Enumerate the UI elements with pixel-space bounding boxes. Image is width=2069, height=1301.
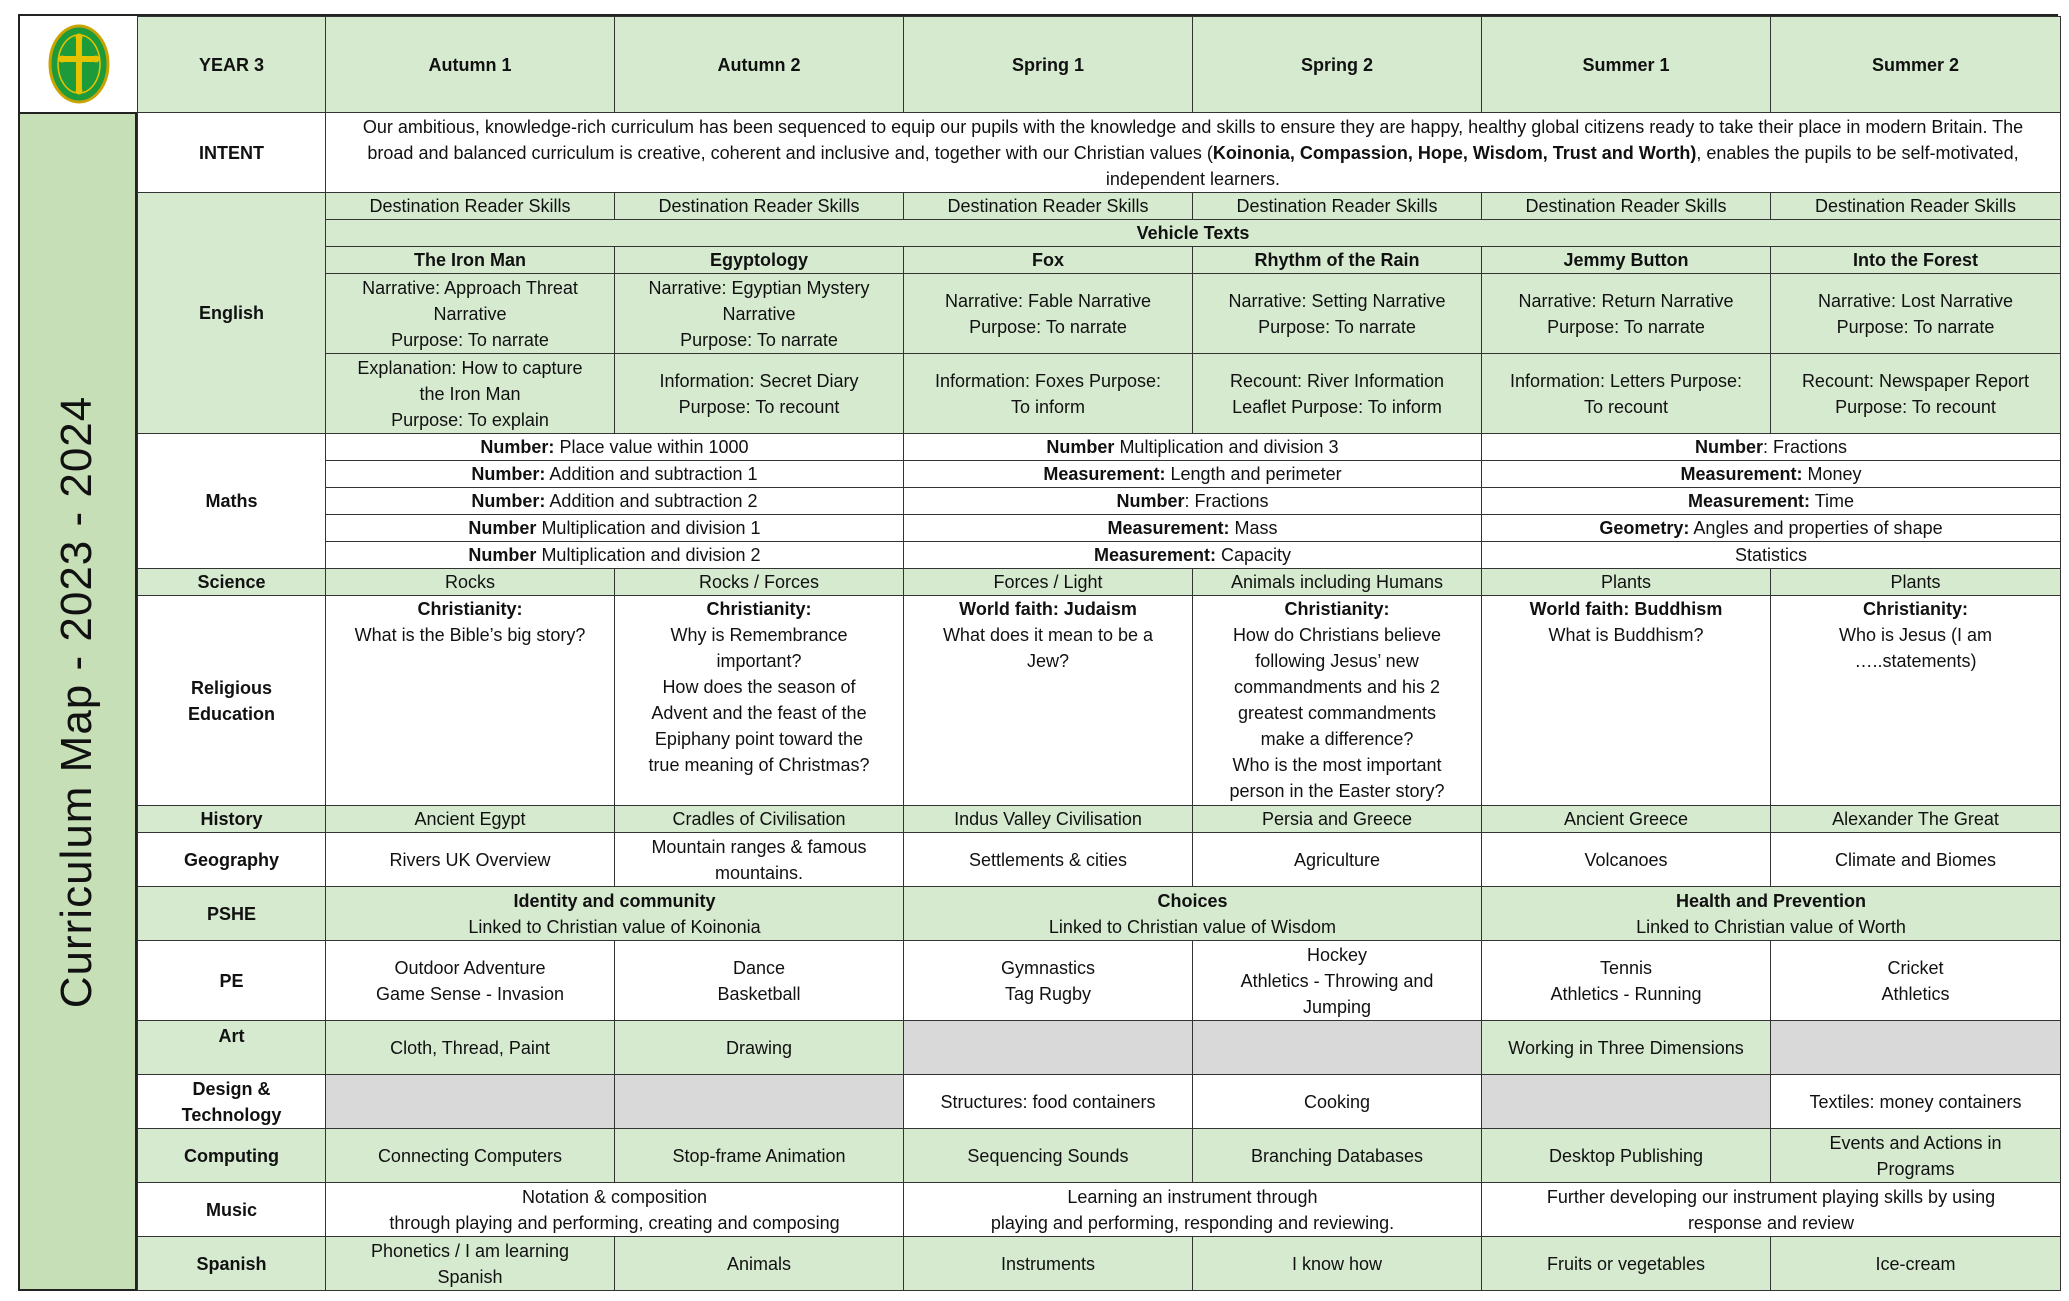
dt-cell: Cooking [1193, 1075, 1482, 1129]
music-row [138, 1183, 2061, 1237]
re-cell [1482, 596, 1771, 806]
cell-line: Leaflet Purpose: To inform [1232, 396, 1442, 417]
art-cell-empty [1193, 1021, 1482, 1075]
maths-topic: : Fractions [1762, 437, 1848, 457]
cell-line: Settlements & cities [968, 849, 1128, 870]
cell-line: Purpose: To narrate [1836, 316, 1995, 337]
re-cell [326, 596, 615, 806]
maths-strand: Measurement: [1043, 464, 1166, 484]
cell-line: Branching Databases [1250, 1145, 1424, 1166]
cell-line: Linked to Christian value of Koinonia [468, 916, 761, 937]
narrative-cell [1482, 274, 1771, 354]
maths-topic: Multiplication and division 1 [536, 518, 761, 538]
cell-line: How does the season of [662, 677, 856, 697]
cell-line: playing and performing, responding and reviewing. [990, 1212, 1395, 1233]
maths-cell [1482, 488, 2061, 515]
vehicle-texts-label: Vehicle Texts [326, 220, 2061, 247]
cell-line: Instruments [1000, 1253, 1096, 1274]
nonfiction-cell [1482, 354, 1771, 434]
nonfiction-cell [904, 354, 1193, 434]
pe-row [138, 941, 2061, 1021]
cell-line: Information: Letters Purpose: [1509, 370, 1743, 391]
re-heading: Christianity: [1862, 599, 1968, 619]
computing-cell [1771, 1129, 2061, 1183]
spanish-row [138, 1237, 2061, 1291]
reader-skills-cell: Destination Reader Skills [904, 193, 1193, 220]
maths-strand: Number: [471, 464, 546, 484]
pe-cell [1771, 941, 2061, 1021]
maths-strand: Measurement: [1687, 491, 1811, 511]
narrative-cell [904, 274, 1193, 354]
cell-line: Narrative: Lost Narrative [1817, 290, 2014, 311]
maths-strand: Measurement: [1107, 518, 1230, 538]
cell-line: Who is Jesus (I am [1838, 625, 1993, 645]
pshe-row [138, 887, 2061, 941]
maths-topic: Time [1810, 491, 1855, 511]
maths-row [138, 542, 2061, 569]
music-cell [1482, 1183, 2061, 1237]
maths-cell [326, 515, 904, 542]
term-summer-2: Summer 2 [1771, 17, 2061, 113]
cell-line: following Jesus’ new [1255, 651, 1419, 671]
maths-topic: Addition and subtraction 2 [545, 491, 758, 511]
maths-topic: Addition and subtraction 1 [545, 464, 758, 484]
cell-line: Explanation: How to capture [357, 357, 583, 378]
english-label: English [138, 193, 326, 434]
dt-cell: Textiles: money containers [1771, 1075, 2061, 1129]
re-cell [1193, 596, 1482, 806]
cell-line: Phonetics / I am learning [370, 1240, 570, 1261]
re-label-line: Religious [190, 677, 272, 698]
cell-line: Linked to Christian value of Wisdom [1048, 916, 1337, 937]
cell-line: …..statements) [1854, 651, 1977, 671]
cell-line: Narrative [433, 303, 507, 324]
cell-line: greatest commandments [1237, 703, 1437, 723]
maths-strand: Number: [480, 437, 555, 457]
pshe-heading: Health and Prevention [1675, 890, 1867, 911]
history-cell: Ancient Greece [1482, 806, 1771, 833]
term-autumn-2: Autumn 2 [615, 17, 904, 113]
re-label [138, 596, 326, 806]
cell-line: Ice-cream [1875, 1253, 1956, 1274]
cell-line: important? [716, 651, 802, 671]
maths-strand: Measurement: [1680, 464, 1803, 484]
term-summer-1: Summer 1 [1482, 17, 1771, 113]
cell-line: Narrative: Egyptian Mystery [648, 277, 870, 298]
cell-line: How do Christians believe [1232, 625, 1442, 645]
english-books-row [138, 247, 2061, 274]
cell-line: through playing and performing, creating and composing [389, 1212, 840, 1233]
header-row [138, 17, 2061, 113]
geography-cell [326, 833, 615, 887]
maths-strand: Number [468, 545, 537, 565]
maths-topic: Place value within 1000 [554, 437, 749, 457]
cell-line: What does it mean to be a [942, 625, 1154, 645]
maths-strand: Number [1046, 437, 1115, 457]
pshe-heading: Identity and community [513, 890, 716, 911]
cell-line: Purpose: To explain [391, 409, 549, 430]
cell-line: true meaning of Christmas? [648, 755, 870, 775]
re-row [138, 596, 2061, 806]
re-cell [615, 596, 904, 806]
history-cell: Persia and Greece [1193, 806, 1482, 833]
cell-line: Dance [732, 957, 786, 978]
dt-label-line: Technology [181, 1104, 282, 1125]
book-title: Jemmy Button [1482, 247, 1771, 274]
cell-line: Agriculture [1293, 849, 1381, 870]
dt-row [138, 1075, 2061, 1129]
cell-line: Narrative: Approach Threat [362, 277, 578, 298]
cell-line: Narrative: Return Narrative [1518, 290, 1734, 311]
book-title: Into the Forest [1771, 247, 2061, 274]
spanish-cell [1193, 1237, 1482, 1291]
music-cell [326, 1183, 904, 1237]
computing-cell [1482, 1129, 1771, 1183]
nonfiction-cell [326, 354, 615, 434]
art-cell: Drawing [615, 1021, 904, 1075]
music-cell [904, 1183, 1482, 1237]
cell-line: commandments and his 2 [1233, 677, 1441, 697]
book-title: The Iron Man [326, 247, 615, 274]
cell-line: Advent and the feast of the [651, 703, 867, 723]
science-row [138, 569, 2061, 596]
maths-row [138, 488, 2061, 515]
maths-cell [904, 461, 1482, 488]
science-cell: Rocks / Forces [615, 569, 904, 596]
cell-line: Who is the most important [1232, 755, 1442, 775]
cell-line: Recount: Newspaper Report [1801, 370, 2030, 391]
pe-label: PE [138, 941, 326, 1021]
maths-strand: Geometry: [1599, 518, 1690, 538]
pe-cell [1193, 941, 1482, 1021]
cell-line: make a difference? [1260, 729, 1414, 749]
cell-line: Jumping [1302, 996, 1372, 1017]
spanish-cell [904, 1237, 1193, 1291]
history-row [138, 806, 2061, 833]
computing-cell [904, 1129, 1193, 1183]
cell-line: Purpose: To recount [1835, 396, 1996, 417]
cell-line: Information: Secret Diary [659, 370, 859, 391]
maths-row [138, 434, 2061, 461]
cell-line: To recount [1583, 396, 1669, 417]
cell-line: Game Sense - Invasion [375, 983, 565, 1004]
cell-line: Purpose: To recount [678, 396, 840, 417]
curriculum-table [137, 16, 2061, 1291]
cell-line: Notation & composition [521, 1186, 708, 1207]
year-label: YEAR 3 [138, 17, 326, 113]
maths-cell [326, 542, 904, 569]
maths-strand: Number: [471, 491, 546, 511]
cell-line: person in the Easter story? [1229, 781, 1445, 801]
english-narrative-row [138, 274, 2061, 354]
intent-label: INTENT [138, 113, 326, 193]
narrative-cell [326, 274, 615, 354]
geography-label: Geography [138, 833, 326, 887]
maths-topic: Capacity [1216, 545, 1292, 565]
art-cell: Working in Three Dimensions [1482, 1021, 1771, 1075]
cell-line: To inform [1010, 396, 1086, 417]
geography-cell [1193, 833, 1482, 887]
pshe-heading: Choices [1157, 890, 1228, 911]
science-label: Science [138, 569, 326, 596]
intent-text-start: Our ambitious, knowledge-rich curriculum has been sequenced to equip our pupils with the knowledge and skills to ensure they are happy, healthy global citizens ready to take their place in modern Britain. The broad and balanced curriculum is creative, coherent and inclusive and, together with our Christian values ( [362, 116, 2024, 163]
cell-line: Information: Foxes Purpose: [934, 370, 1162, 391]
cell-line: Athletics - Throwing and [1240, 970, 1434, 991]
maths-strand: Number [1694, 437, 1763, 457]
cell-line: Rivers UK Overview [389, 849, 551, 870]
reader-skills-cell: Destination Reader Skills [1193, 193, 1482, 220]
cell-line: Learning an instrument through [1067, 1186, 1318, 1207]
geography-cell [904, 833, 1193, 887]
narrative-cell [615, 274, 904, 354]
cell-line: Purpose: To narrate [1547, 316, 1705, 337]
cell-line: Athletics - Running [1550, 983, 1702, 1004]
maths-cell [904, 434, 1482, 461]
cell-line: Purpose: To narrate [969, 316, 1127, 337]
maths-strand: Number [1116, 491, 1185, 511]
maths-topic: Multiplication and division 3 [1114, 437, 1339, 457]
art-cell: Cloth, Thread, Paint [326, 1021, 615, 1075]
cell-line: Spanish [437, 1266, 503, 1287]
intent-text [326, 113, 2061, 193]
pe-cell [1482, 941, 1771, 1021]
science-cell: Plants [1771, 569, 2061, 596]
history-cell: Alexander The Great [1771, 806, 2061, 833]
logo-box [20, 16, 137, 114]
spanish-cell [1771, 1237, 2061, 1291]
term-autumn-1: Autumn 1 [326, 17, 615, 113]
maths-cell [326, 434, 904, 461]
maths-cell [326, 488, 904, 515]
cell-line: Stop-frame Animation [672, 1145, 846, 1166]
history-cell: Ancient Egypt [326, 806, 615, 833]
re-heading: Christianity: [417, 599, 523, 619]
maths-strand: Number [468, 518, 537, 538]
cell-line: Recount: River Information [1229, 370, 1445, 391]
art-row [138, 1021, 2061, 1075]
cell-line: Gymnastics [1000, 957, 1096, 978]
science-cell: Animals including Humans [1193, 569, 1482, 596]
maths-cell [904, 542, 1482, 569]
book-title: Egyptology [615, 247, 904, 274]
history-cell: Indus Valley Civilisation [904, 806, 1193, 833]
cell-line: Outdoor Adventure [394, 957, 546, 978]
term-spring-2: Spring 2 [1193, 17, 1482, 113]
geography-cell [615, 833, 904, 887]
cell-line: the Iron Man [419, 383, 521, 404]
cell-line: Mountain ranges & famous [651, 836, 867, 857]
maths-cell [1482, 515, 2061, 542]
re-heading: World faith: Judaism [959, 599, 1137, 619]
dt-cell-empty [326, 1075, 615, 1129]
intent-row [138, 113, 2061, 193]
dt-cell-empty [615, 1075, 904, 1129]
maths-cell [1482, 434, 2061, 461]
maths-row [138, 515, 2061, 542]
reader-skills-cell: Destination Reader Skills [1482, 193, 1771, 220]
cell-line: Programs [1876, 1158, 1955, 1179]
intent-values: Koinonia, Compassion, Hope, Wisdom, Trust and Worth) [1212, 142, 1697, 163]
intent-text-end: , enables the pupils to be self-motivated, independent learners. [1105, 142, 2019, 189]
re-heading: World faith: Buddhism [1529, 599, 1723, 619]
geography-cell [1482, 833, 1771, 887]
cell-line: Purpose: To narrate [391, 329, 549, 350]
cell-line: Volcanoes [1584, 849, 1668, 870]
maths-label: Maths [138, 434, 326, 569]
art-cell-empty [1771, 1021, 2061, 1075]
science-cell: Plants [1482, 569, 1771, 596]
maths-topic: Multiplication and division 2 [536, 545, 761, 565]
maths-topic: Mass [1229, 518, 1278, 538]
nonfiction-cell [1193, 354, 1482, 434]
side-title: Curriculum Map - 2023 - 2024 [52, 395, 102, 1008]
reader-skills-cell: Destination Reader Skills [615, 193, 904, 220]
computing-cell [1193, 1129, 1482, 1183]
cell-line: response and review [1687, 1212, 1855, 1233]
art-cell-empty [904, 1021, 1193, 1075]
cell-line: Purpose: To narrate [680, 329, 838, 350]
pe-cell [326, 941, 615, 1021]
cell-line: Connecting Computers [377, 1145, 563, 1166]
cell-line: What is Buddhism? [1548, 625, 1704, 645]
maths-cell [904, 515, 1482, 542]
school-crest-icon [47, 23, 111, 105]
term-spring-1: Spring 1 [904, 17, 1193, 113]
cell-line: Animals [726, 1253, 792, 1274]
maths-topic: Angles and properties of shape [1689, 518, 1943, 538]
geography-row [138, 833, 2061, 887]
cell-line: Basketball [717, 983, 801, 1004]
english-reader-row [138, 193, 2061, 220]
cell-line: mountains. [714, 862, 804, 883]
pe-cell [904, 941, 1193, 1021]
cell-line: Sequencing Sounds [967, 1145, 1129, 1166]
maths-cell [326, 461, 904, 488]
dt-cell: Structures: food containers [904, 1075, 1193, 1129]
cell-line: What is the Bible’s big story? [354, 625, 586, 645]
maths-cell [1482, 542, 2061, 569]
cell-line: Purpose: To narrate [1258, 316, 1416, 337]
maths-topic: Statistics [1734, 545, 1808, 565]
cell-line: Tag Rugby [1004, 983, 1092, 1004]
nonfiction-cell [1771, 354, 2061, 434]
cell-line: Tennis [1599, 957, 1653, 978]
cell-line: Further developing our instrument playing skills by using [1546, 1186, 1996, 1207]
pshe-cell [904, 887, 1482, 941]
re-heading: Christianity: [706, 599, 812, 619]
narrative-cell [1771, 274, 2061, 354]
cell-line: Athletics [1881, 983, 1950, 1004]
cell-line: Epiphany point toward the [654, 729, 864, 749]
pshe-cell [1482, 887, 2061, 941]
cell-line: Narrative: Fable Narrative [944, 290, 1152, 311]
cell-line: Narrative [722, 303, 796, 324]
cell-line: I know how [1291, 1253, 1383, 1274]
pshe-cell [326, 887, 904, 941]
reader-skills-cell: Destination Reader Skills [326, 193, 615, 220]
history-label: History [138, 806, 326, 833]
computing-row [138, 1129, 2061, 1183]
nonfiction-cell [615, 354, 904, 434]
maths-cell [1482, 461, 2061, 488]
spanish-cell [326, 1237, 615, 1291]
re-heading: Christianity: [1284, 599, 1390, 619]
reader-skills-cell: Destination Reader Skills [1771, 193, 2061, 220]
cell-line: Events and Actions in [1829, 1132, 2002, 1153]
geography-cell [1771, 833, 2061, 887]
side-band [20, 114, 137, 1289]
pe-cell [615, 941, 904, 1021]
cell-line: Why is Remembrance [670, 625, 848, 645]
maths-strand: Measurement: [1093, 545, 1216, 565]
music-label: Music [138, 1183, 326, 1237]
computing-label: Computing [138, 1129, 326, 1183]
cell-line: Linked to Christian value of Worth [1636, 916, 1906, 937]
re-label-line: Education [187, 703, 275, 724]
cell-line: Climate and Biomes [1834, 849, 1997, 870]
science-cell: Forces / Light [904, 569, 1193, 596]
dt-label [138, 1075, 326, 1129]
pshe-label: PSHE [138, 887, 326, 941]
maths-topic: Length and perimeter [1165, 464, 1342, 484]
re-cell [904, 596, 1193, 806]
spanish-label: Spanish [138, 1237, 326, 1291]
history-cell: Cradles of Civilisation [615, 806, 904, 833]
narrative-cell [1193, 274, 1482, 354]
cell-line: Fruits or vegetables [1546, 1253, 1706, 1274]
computing-cell [326, 1129, 615, 1183]
spanish-cell [1482, 1237, 1771, 1291]
science-cell: Rocks [326, 569, 615, 596]
maths-topic: : Fractions [1184, 491, 1269, 511]
cell-line: Cricket [1887, 957, 1944, 978]
cell-line: Hockey [1306, 944, 1368, 965]
cell-line: Jew? [1026, 651, 1070, 671]
book-title: Fox [904, 247, 1193, 274]
maths-row [138, 461, 2061, 488]
re-cell [1771, 596, 2061, 806]
dt-label-line: Design & [192, 1078, 271, 1099]
spanish-cell [615, 1237, 904, 1291]
maths-topic: Money [1802, 464, 1862, 484]
cell-line: Narrative: Setting Narrative [1228, 290, 1446, 311]
art-label: Art [138, 1021, 326, 1075]
curriculum-map [18, 14, 2058, 1291]
computing-cell [615, 1129, 904, 1183]
book-title: Rhythm of the Rain [1193, 247, 1482, 274]
side-panel [20, 16, 137, 1289]
vehicle-texts-row [138, 220, 2061, 247]
cell-line: Desktop Publishing [1548, 1145, 1704, 1166]
english-nonfiction-row [138, 354, 2061, 434]
maths-cell [904, 488, 1482, 515]
dt-cell-empty [1482, 1075, 1771, 1129]
